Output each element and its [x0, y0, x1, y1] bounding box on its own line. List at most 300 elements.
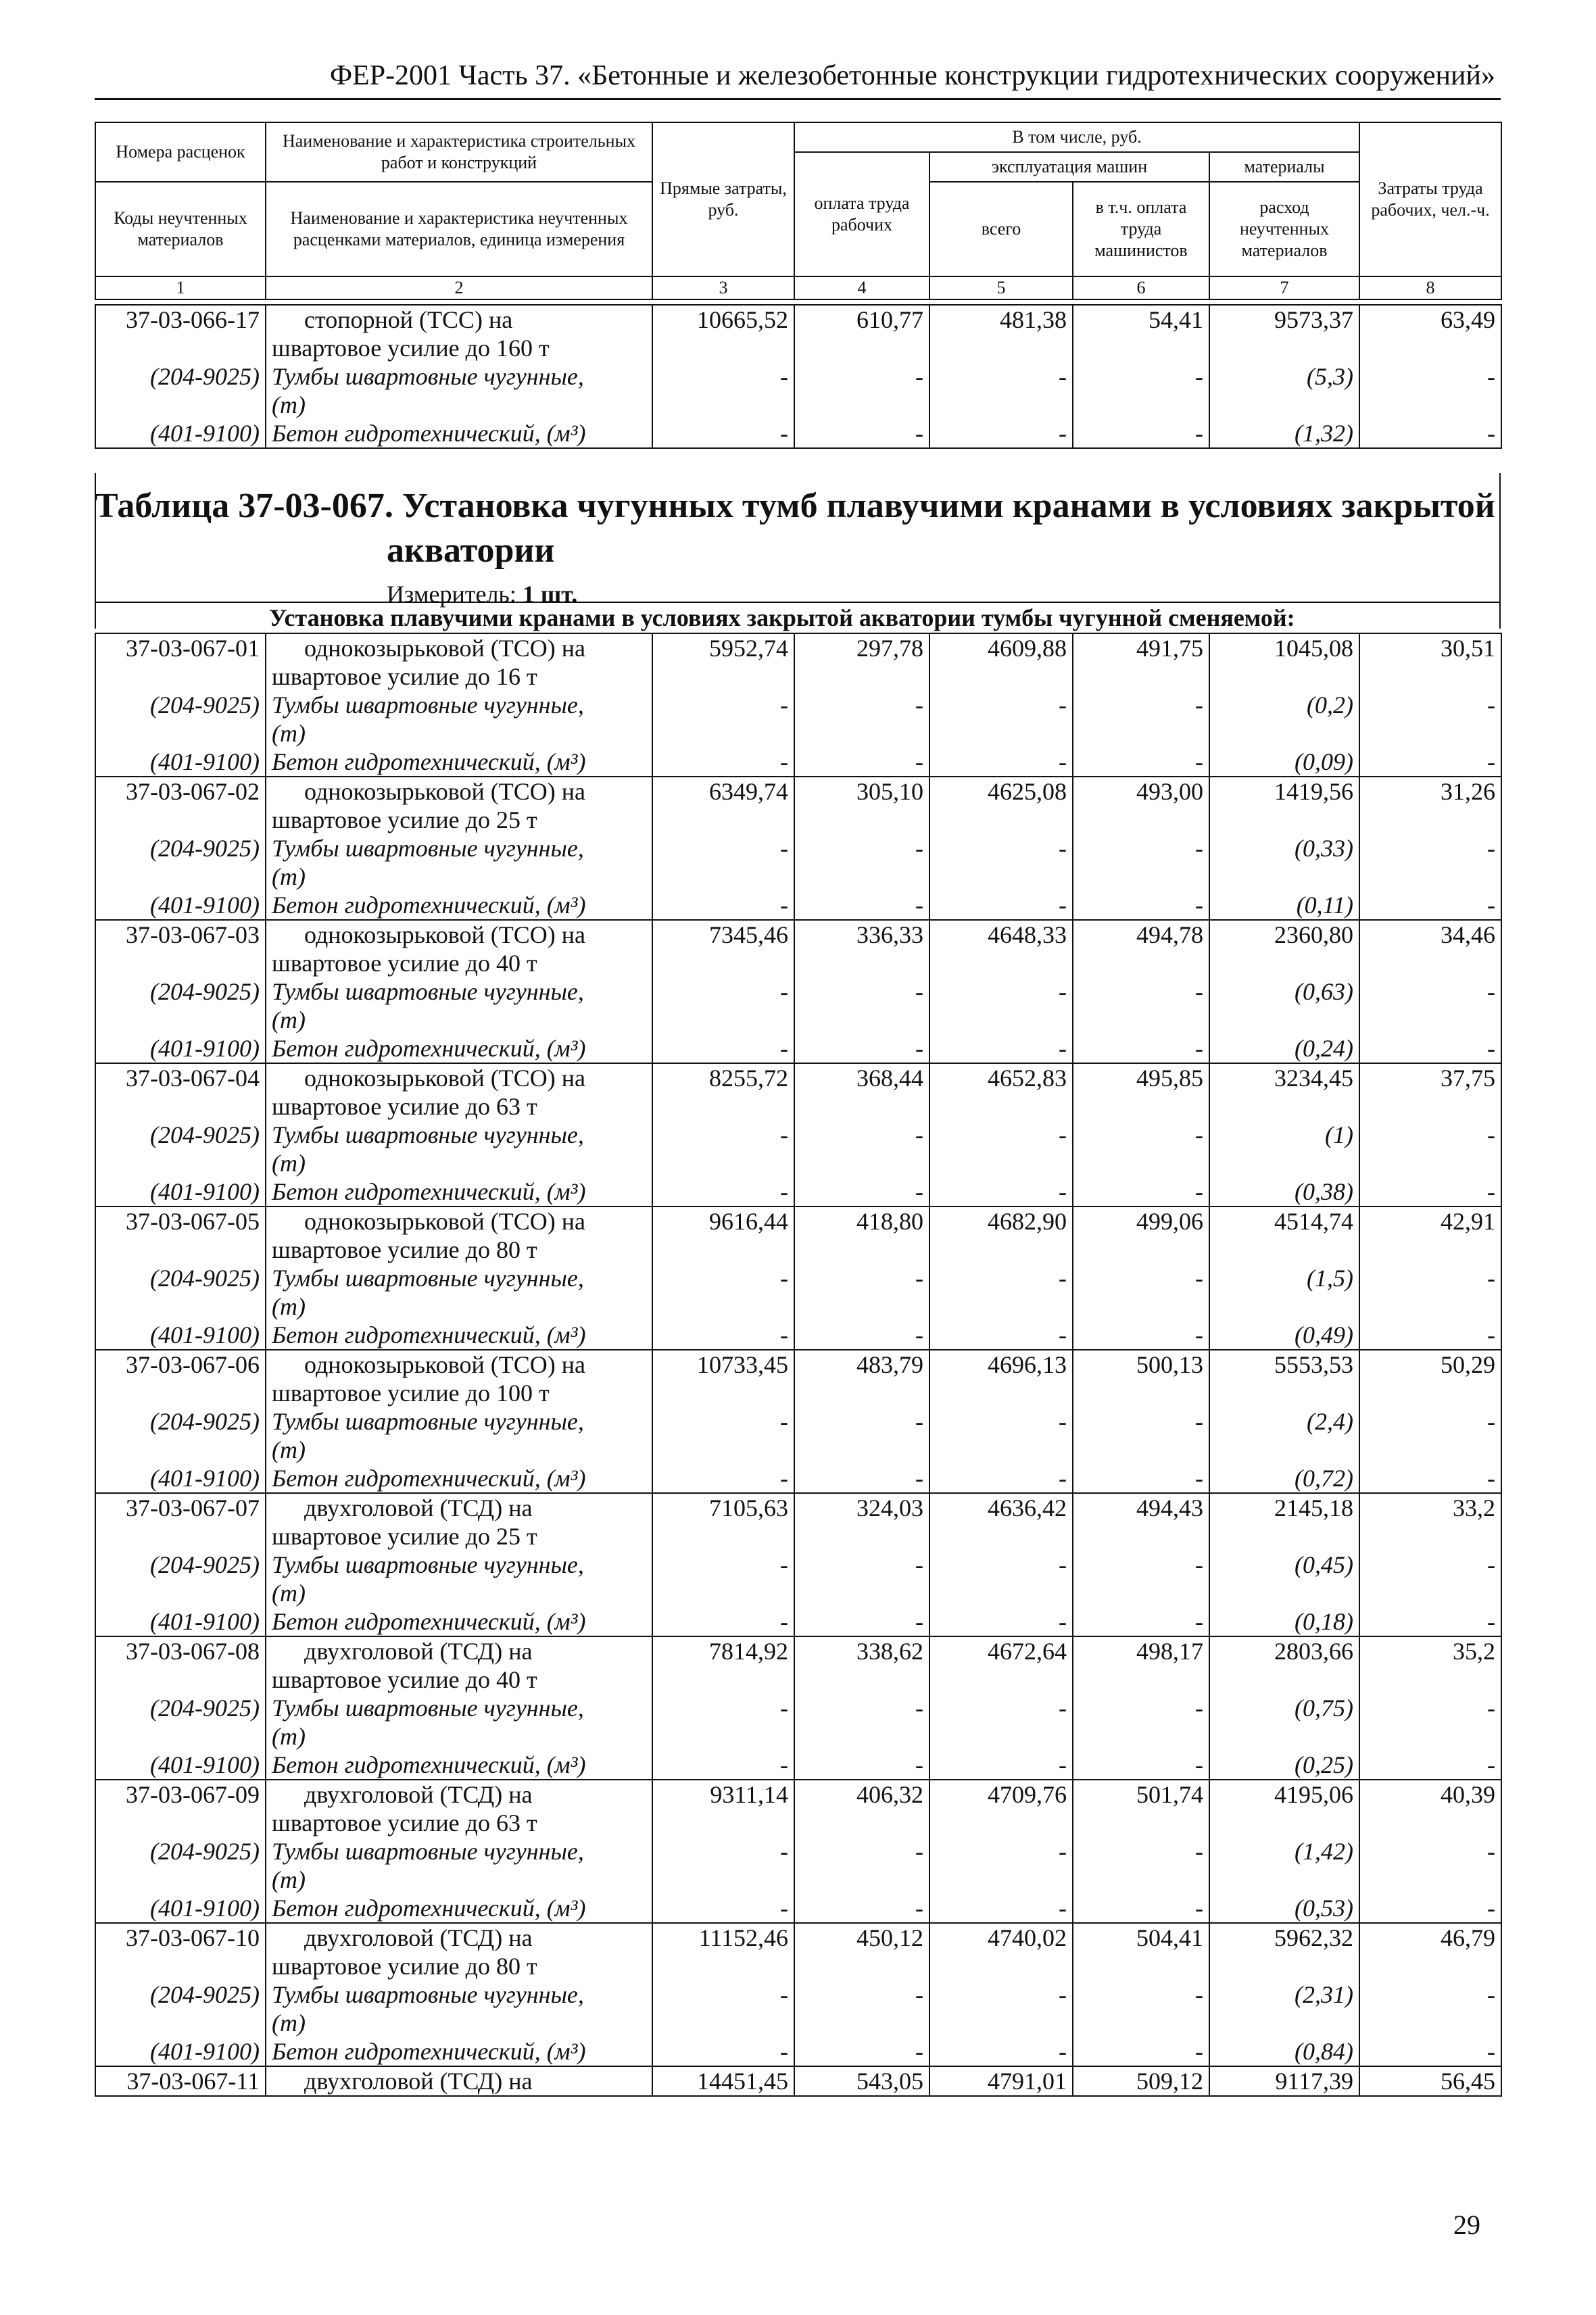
rate-value: 4514,74 [1209, 1207, 1359, 1236]
table-row [95, 977, 1501, 1006]
empty-cell [794, 1809, 929, 1837]
material-unit: (т) [266, 1436, 652, 1464]
empty-cell [929, 391, 1073, 419]
dash-value: - [1359, 1751, 1501, 1780]
dash-value: - [1359, 1177, 1501, 1207]
empty-cell [929, 1522, 1073, 1551]
rate-value: 491,75 [1073, 633, 1209, 662]
material-code: (204-9025) [95, 1694, 266, 1722]
material-code: (204-9025) [95, 1407, 266, 1436]
material-code: (401-9100) [95, 2037, 266, 2066]
material-name: Бетон гидротехнический, (м³) [266, 419, 652, 448]
rate-value: 30,51 [1359, 633, 1501, 662]
dash-value: - [652, 1751, 794, 1780]
dash-value: - [652, 1177, 794, 1207]
dash-value: - [929, 748, 1073, 777]
material-code: (401-9100) [95, 1464, 266, 1493]
empty-cell [1209, 949, 1359, 977]
table-row [95, 834, 1501, 862]
empty-cell [1359, 1006, 1501, 1034]
rate-value: 4648,33 [929, 920, 1073, 949]
col-number: 1 [95, 276, 266, 299]
material-code: (204-9025) [95, 1837, 266, 1866]
material-name: Бетон гидротехнический, (м³) [266, 891, 652, 920]
dash-value: - [1359, 891, 1501, 920]
empty-cell [929, 1092, 1073, 1121]
rate-code: 37-03-067-02 [95, 777, 266, 806]
dash-value: - [1359, 977, 1501, 1006]
dash-value: - [794, 1264, 929, 1292]
empty-cell [652, 1722, 794, 1751]
header-col1-top: Номера расценок [95, 122, 266, 182]
empty-cell [652, 334, 794, 362]
material-qty: (0,09) [1209, 748, 1359, 777]
dash-value: - [652, 1551, 794, 1579]
dash-value: - [1359, 691, 1501, 719]
rate-name-cont: швартовое усилие до 16 т [266, 662, 652, 691]
rate-value: 1045,08 [1209, 633, 1359, 662]
dash-value: - [1073, 362, 1209, 391]
empty-cell [95, 1722, 266, 1751]
rate-value: 7105,63 [652, 1493, 794, 1522]
dash-value: - [1359, 362, 1501, 391]
dash-value: - [929, 362, 1073, 391]
material-qty: (5,3) [1209, 362, 1359, 391]
empty-cell [1209, 1436, 1359, 1464]
rate-value: 8255,72 [652, 1063, 794, 1092]
dash-value: - [929, 1894, 1073, 1923]
table-row [95, 1722, 1501, 1751]
material-name: Тумбы швартовные чугунные, [266, 1551, 652, 1579]
rate-value: 543,05 [794, 2066, 929, 2096]
table-row [95, 1952, 1501, 1980]
dash-value: - [652, 1464, 794, 1493]
empty-cell [1359, 1866, 1501, 1894]
table-row [95, 1006, 1501, 1034]
empty-cell [1359, 1092, 1501, 1121]
dash-value: - [794, 977, 929, 1006]
empty-cell [929, 662, 1073, 691]
empty-cell [1359, 862, 1501, 891]
empty-cell [652, 1665, 794, 1694]
table-row [95, 777, 1501, 806]
table-row [95, 1607, 1501, 1636]
empty-cell [929, 1579, 1073, 1607]
table-row [95, 1379, 1501, 1407]
table-title [95, 484, 1501, 573]
rate-code: 37-03-067-10 [95, 1923, 266, 1952]
empty-cell [1073, 1952, 1209, 1980]
dash-value: - [1359, 1980, 1501, 2009]
rate-value: 5553,53 [1209, 1350, 1359, 1379]
table-row [95, 920, 1501, 949]
col-number: 7 [1209, 276, 1359, 299]
table-row [95, 1264, 1501, 1292]
material-qty: (0,53) [1209, 1894, 1359, 1923]
dash-value: - [1359, 748, 1501, 777]
header-col2-top: Наименование и характеристика строительных работ и конструкций [266, 122, 652, 182]
material-qty: (1) [1209, 1121, 1359, 1149]
material-qty: (0,18) [1209, 1607, 1359, 1636]
empty-cell [794, 1665, 929, 1694]
empty-cell [95, 1149, 266, 1177]
table-title-line2: акватории [387, 531, 555, 570]
material-name: Тумбы швартовные чугунные, [266, 1407, 652, 1436]
empty-cell [929, 806, 1073, 834]
table-row [95, 2037, 1501, 2066]
rate-name: стопорной (ТСС) на [266, 305, 652, 334]
empty-cell [1209, 391, 1359, 419]
empty-cell [652, 1952, 794, 1980]
empty-cell [95, 1809, 266, 1837]
rate-code: 37-03-067-05 [95, 1207, 266, 1236]
material-code: (401-9100) [95, 1034, 266, 1063]
dash-value: - [1359, 1321, 1501, 1350]
rate-value: 6349,74 [652, 777, 794, 806]
empty-cell [652, 1866, 794, 1894]
material-code: (204-9025) [95, 1551, 266, 1579]
empty-cell [794, 1866, 929, 1894]
material-name: Бетон гидротехнический, (м³) [266, 1321, 652, 1350]
dash-value: - [1073, 419, 1209, 448]
material-unit: (т) [266, 1866, 652, 1894]
dash-value: - [652, 1034, 794, 1063]
material-qty: (1,5) [1209, 1264, 1359, 1292]
empty-cell [929, 1149, 1073, 1177]
dash-value: - [1073, 691, 1209, 719]
rate-value: 494,43 [1073, 1493, 1209, 1522]
dash-value: - [652, 1264, 794, 1292]
empty-cell [1359, 1149, 1501, 1177]
table-row [95, 1321, 1501, 1350]
empty-cell [95, 1006, 266, 1034]
empty-cell [1073, 1379, 1209, 1407]
col-number: 4 [794, 276, 929, 299]
dash-value: - [794, 362, 929, 391]
dash-value: - [929, 1177, 1073, 1207]
dash-value: - [1359, 1551, 1501, 1579]
empty-cell [1359, 1579, 1501, 1607]
rate-name-cont: швартовое усилие до 25 т [266, 1522, 652, 1551]
rate-value: 481,38 [929, 305, 1073, 334]
empty-cell [95, 334, 266, 362]
empty-cell [1073, 1665, 1209, 1694]
rate-value: 509,12 [1073, 2066, 1209, 2096]
dash-value: - [794, 1464, 929, 1493]
rate-value: 34,46 [1359, 920, 1501, 949]
rate-value: 3234,45 [1209, 1063, 1359, 1092]
rate-code: 37-03-067-04 [95, 1063, 266, 1092]
empty-cell [652, 391, 794, 419]
rate-name-cont: швартовое усилие до 25 т [266, 806, 652, 834]
dash-value: - [1359, 1607, 1501, 1636]
rate-value: 10665,52 [652, 305, 794, 334]
empty-cell [1209, 2009, 1359, 2037]
rate-value: 2145,18 [1209, 1493, 1359, 1522]
dash-value: - [929, 1264, 1073, 1292]
material-name: Тумбы швартовные чугунные, [266, 977, 652, 1006]
material-code: (401-9100) [95, 1177, 266, 1207]
empty-cell [652, 662, 794, 691]
rate-value: 7345,46 [652, 920, 794, 949]
rate-value: 4672,64 [929, 1636, 1073, 1665]
header-col6: в т.ч. оплата труда машинистов [1073, 182, 1209, 276]
empty-cell [1359, 391, 1501, 419]
table-row [95, 691, 1501, 719]
dash-value: - [1359, 1464, 1501, 1493]
empty-cell [794, 1436, 929, 1464]
rate-value: 4652,83 [929, 1063, 1073, 1092]
material-code: (401-9100) [95, 1894, 266, 1923]
empty-cell [95, 1092, 266, 1121]
rate-name: двухголовой (ТСД) на [266, 2066, 652, 2096]
empty-cell [1359, 662, 1501, 691]
dash-value: - [929, 1407, 1073, 1436]
empty-cell [1359, 949, 1501, 977]
rate-value: 483,79 [794, 1350, 929, 1379]
rate-value: 5952,74 [652, 633, 794, 662]
dash-value: - [652, 1894, 794, 1923]
dash-value: - [794, 748, 929, 777]
dash-value: - [929, 1751, 1073, 1780]
dash-value: - [929, 1980, 1073, 2009]
empty-cell [652, 1809, 794, 1837]
empty-cell [794, 1092, 929, 1121]
material-name: Тумбы швартовные чугунные, [266, 1837, 652, 1866]
dash-value: - [652, 2037, 794, 2066]
dash-value: - [1073, 1177, 1209, 1207]
rate-value: 9117,39 [1209, 2066, 1359, 2096]
rate-name-cont: швартовое усилие до 80 т [266, 1952, 652, 1980]
material-qty: (0,2) [1209, 691, 1359, 719]
table-row [95, 1464, 1501, 1493]
page-header-title: ФЕР-2001 Часть 37. «Бетонные и железобетонные конструкции гидротехнических сооружений» [329, 60, 1495, 91]
header-col7: расход неучтенных материалов [1209, 182, 1359, 276]
empty-cell [95, 1579, 266, 1607]
empty-cell [95, 1379, 266, 1407]
table-row [95, 1894, 1501, 1923]
header-col3: Прямые затраты, руб. [652, 122, 794, 276]
rate-value: 11152,46 [652, 1923, 794, 1952]
empty-cell [1209, 719, 1359, 748]
rate-value: 450,12 [794, 1923, 929, 1952]
rate-value: 9573,37 [1209, 305, 1359, 334]
material-unit: (т) [266, 1149, 652, 1177]
empty-cell [1359, 334, 1501, 362]
rate-value: 42,91 [1359, 1207, 1501, 1236]
empty-cell [1209, 1809, 1359, 1837]
dash-value: - [1359, 1034, 1501, 1063]
dash-value: - [1073, 2037, 1209, 2066]
material-qty: (1,32) [1209, 419, 1359, 448]
empty-cell [95, 1522, 266, 1551]
rate-value: 54,41 [1073, 305, 1209, 334]
col-number: 3 [652, 276, 794, 299]
dash-value: - [652, 1837, 794, 1866]
empty-cell [1073, 949, 1209, 977]
rate-value: 495,85 [1073, 1063, 1209, 1092]
empty-cell [652, 949, 794, 977]
material-unit: (т) [266, 391, 652, 419]
dash-value: - [929, 1121, 1073, 1149]
dash-value: - [794, 2037, 929, 2066]
dash-value: - [794, 1407, 929, 1436]
empty-cell [794, 1236, 929, 1264]
table-row [95, 1866, 1501, 1894]
material-code: (401-9100) [95, 1321, 266, 1350]
table-row [95, 1493, 1501, 1522]
empty-cell [95, 719, 266, 748]
empty-cell [1209, 1292, 1359, 1321]
dash-value: - [794, 1321, 929, 1350]
dash-value: - [652, 1321, 794, 1350]
rate-value: 500,13 [1073, 1350, 1209, 1379]
rate-value: 610,77 [794, 305, 929, 334]
empty-cell [1209, 1006, 1359, 1034]
material-name: Бетон гидротехнический, (м³) [266, 1464, 652, 1493]
rate-value: 4636,42 [929, 1493, 1073, 1522]
table-row [95, 1177, 1501, 1207]
dash-value: - [652, 1980, 794, 2009]
material-name: Бетон гидротехнический, (м³) [266, 1607, 652, 1636]
empty-cell [929, 719, 1073, 748]
empty-cell [1073, 862, 1209, 891]
rate-code: 37-03-067-01 [95, 633, 266, 662]
dash-value: - [794, 1551, 929, 1579]
empty-cell [95, 391, 266, 419]
material-code: (401-9100) [95, 419, 266, 448]
dash-value: - [1073, 1034, 1209, 1063]
material-name: Тумбы швартовные чугунные, [266, 1264, 652, 1292]
header-col2-bottom: Наименование и характеристика неучтенных расценками материалов, единица измерения [266, 182, 652, 276]
empty-cell [1359, 1436, 1501, 1464]
rate-value: 406,32 [794, 1780, 929, 1809]
dash-value: - [794, 1837, 929, 1866]
empty-cell [794, 806, 929, 834]
material-unit: (т) [266, 1579, 652, 1607]
empty-cell [1359, 1952, 1501, 1980]
rate-value: 4696,13 [929, 1350, 1073, 1379]
table-row [95, 305, 1501, 334]
material-qty: (2,31) [1209, 1980, 1359, 2009]
empty-cell [95, 806, 266, 834]
empty-cell [794, 1006, 929, 1034]
rate-value: 4709,76 [929, 1780, 1073, 1809]
rate-value: 1419,56 [1209, 777, 1359, 806]
empty-cell [95, 1866, 266, 1894]
rate-value: 504,41 [1073, 1923, 1209, 1952]
empty-cell [794, 1579, 929, 1607]
rate-value: 4740,02 [929, 1923, 1073, 1952]
empty-cell [1359, 2009, 1501, 2037]
dash-value: - [1073, 1607, 1209, 1636]
dash-value: - [1073, 1894, 1209, 1923]
table-row [95, 1780, 1501, 1809]
table-row [95, 1522, 1501, 1551]
dash-value: - [794, 1121, 929, 1149]
table-row [95, 1149, 1501, 1177]
table-row [95, 391, 1501, 419]
table-row [95, 362, 1501, 391]
rate-value: 338,62 [794, 1636, 929, 1665]
header-materials: материалы [1209, 152, 1359, 182]
dash-value: - [794, 1177, 929, 1207]
dash-value: - [652, 362, 794, 391]
table-row [95, 1436, 1501, 1464]
table-row [95, 1034, 1501, 1063]
material-qty: (0,63) [1209, 977, 1359, 1006]
dash-value: - [929, 1464, 1073, 1493]
material-code: (401-9100) [95, 1751, 266, 1780]
dash-value: - [1073, 1121, 1209, 1149]
rate-name-cont: швартовое усилие до 160 т [266, 334, 652, 362]
table-row [95, 1665, 1501, 1694]
empty-cell [929, 1236, 1073, 1264]
section-title: Установка плавучими кранами в условиях закрытой акватории тумбы чугунной сменяемой: [95, 602, 1501, 633]
material-unit: (т) [266, 719, 652, 748]
material-qty: (0,45) [1209, 1551, 1359, 1579]
rate-value: 499,06 [1073, 1207, 1209, 1236]
empty-cell [929, 2009, 1073, 2037]
dash-value: - [1073, 977, 1209, 1006]
dash-value: - [1073, 1980, 1209, 2009]
dash-value: - [794, 419, 929, 448]
rate-name: двухголовой (ТСД) на [266, 1636, 652, 1665]
empty-cell [929, 1866, 1073, 1894]
rate-name-cont: швартовое усилие до 63 т [266, 1809, 652, 1837]
empty-cell [1209, 1579, 1359, 1607]
dash-value: - [929, 834, 1073, 862]
rate-value: 5962,32 [1209, 1923, 1359, 1952]
empty-cell [929, 1436, 1073, 1464]
table-row [95, 2009, 1501, 2037]
dash-value: - [1073, 1464, 1209, 1493]
material-code: (204-9025) [95, 1264, 266, 1292]
dash-value: - [1073, 834, 1209, 862]
dash-value: - [1073, 1694, 1209, 1722]
material-name: Тумбы швартовные чугунные, [266, 362, 652, 391]
empty-cell [1209, 1522, 1359, 1551]
empty-cell [1209, 1952, 1359, 1980]
rate-name-cont: швартовое усилие до 63 т [266, 1092, 652, 1121]
dash-value: - [929, 1551, 1073, 1579]
material-qty: (2,4) [1209, 1407, 1359, 1436]
empty-cell [652, 1579, 794, 1607]
dash-value: - [929, 1321, 1073, 1350]
material-code: (401-9100) [95, 748, 266, 777]
empty-cell [929, 1006, 1073, 1034]
rate-value: 46,79 [1359, 1923, 1501, 1952]
material-code: (204-9025) [95, 362, 266, 391]
dash-value: - [794, 1034, 929, 1063]
table-row [95, 1063, 1501, 1092]
empty-cell [652, 1006, 794, 1034]
material-name: Тумбы швартовные чугунные, [266, 691, 652, 719]
rate-value: 494,78 [1073, 920, 1209, 949]
dash-value: - [652, 891, 794, 920]
empty-cell [794, 1149, 929, 1177]
table-row [95, 1579, 1501, 1607]
dash-value: - [794, 691, 929, 719]
empty-cell [652, 1149, 794, 1177]
empty-cell [1073, 334, 1209, 362]
empty-cell [652, 862, 794, 891]
empty-cell [1359, 1522, 1501, 1551]
rate-value: 9616,44 [652, 1207, 794, 1236]
dash-value: - [929, 1034, 1073, 1063]
empty-cell [929, 1292, 1073, 1321]
empty-cell [1209, 862, 1359, 891]
